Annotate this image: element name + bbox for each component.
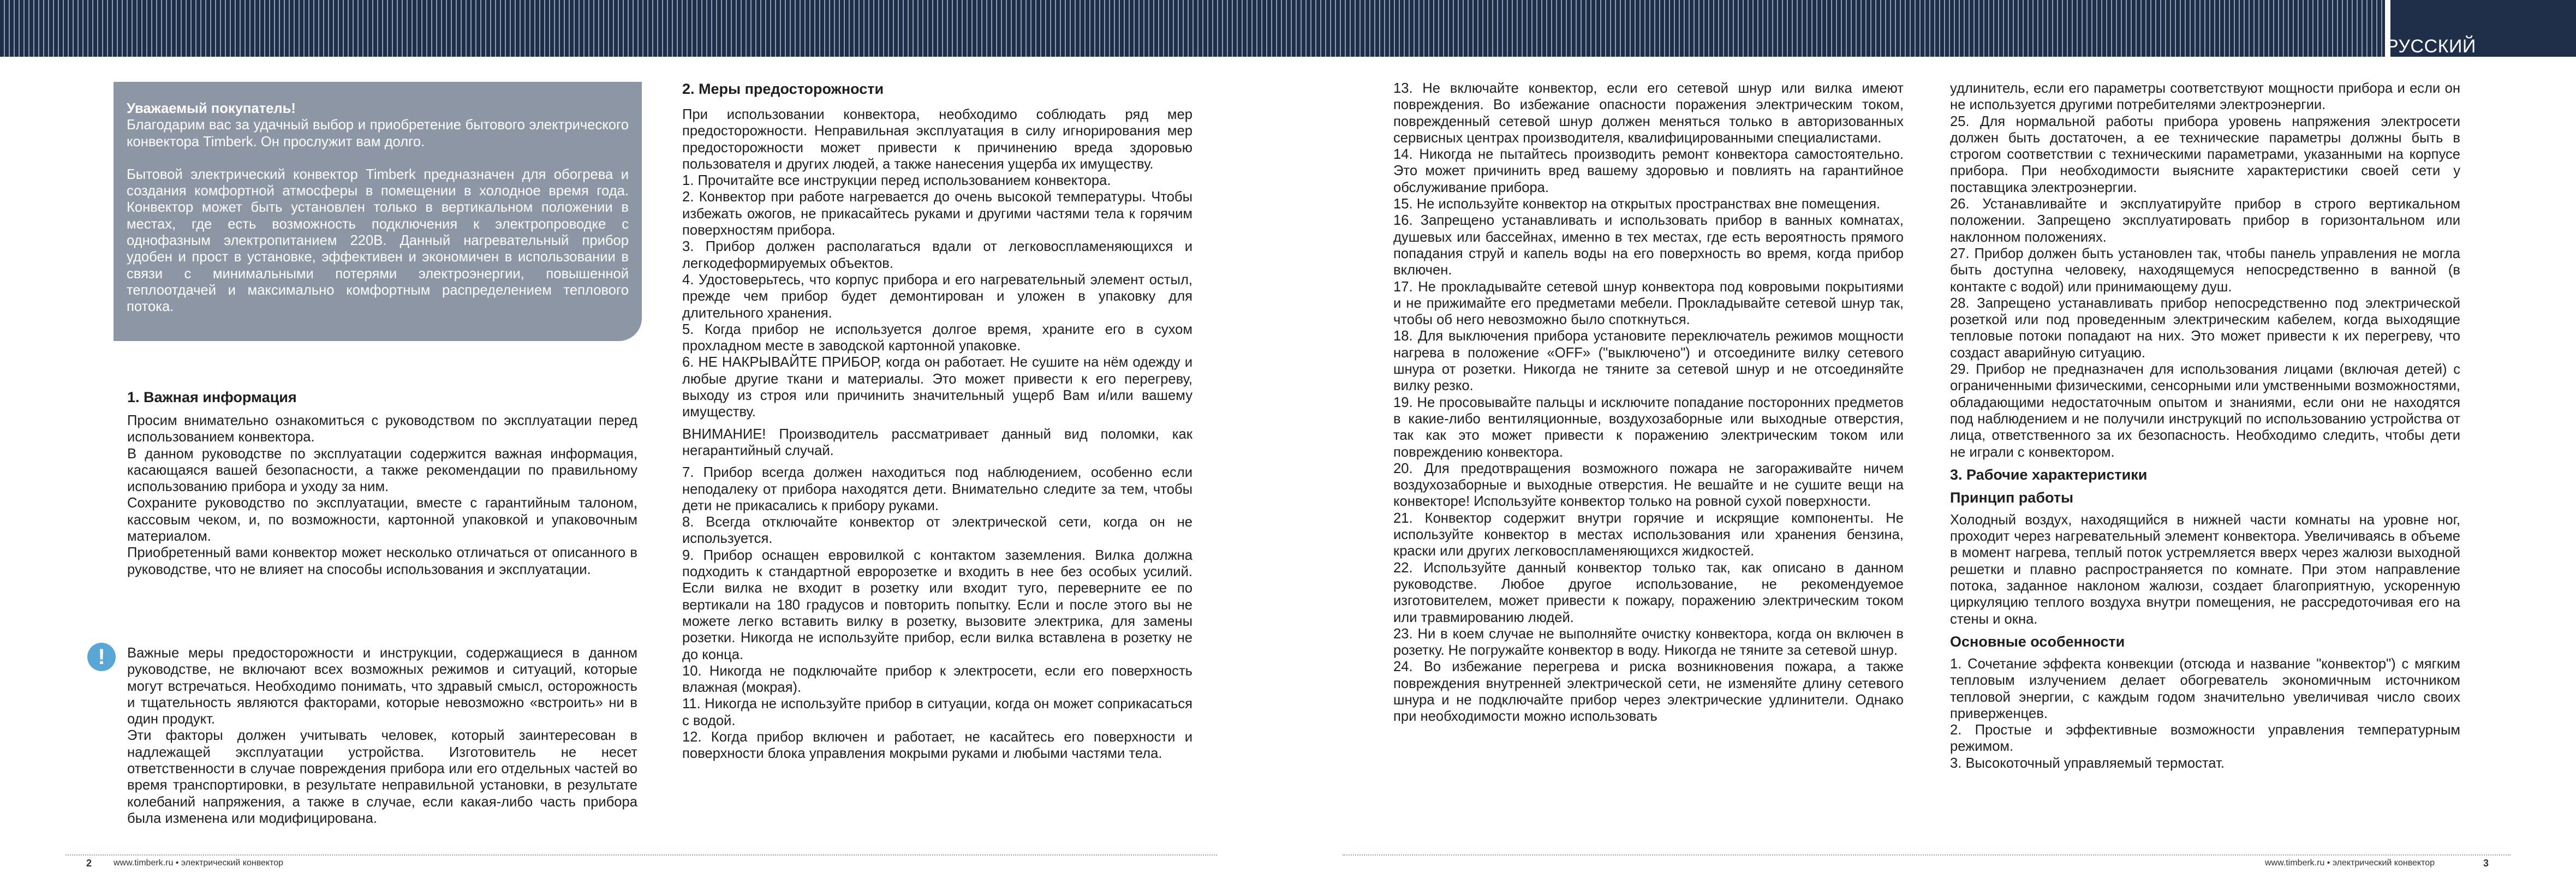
intro-thanks: Благодарим вас за удачный выбор и приобретение бытового электрического конвектора Timberk. Он прослужит вам долго. — [127, 117, 629, 150]
paragraph: Эти факторы должен учитывать человек, который заинтересован в надлежащей эксплуатации устройства. Изготовитель не несет ответственности в случае повреждения прибора или его отдельных частей во время транспортировки, в результате неправильной установки, в результате колебаний напряжения, а также в случае, если какая-либо часть прибора была изменена или модифицирована. — [127, 728, 637, 826]
paragraph: Холодный воздух, находящийся в нижней части комнаты на уровне ног, проходит через нагревательный элемент конвектора. Увеличиваясь в объеме в момент нагрева, теплый поток устремляется вверх через жалюзи выходной решетки и плавно распространяется по комнате. При этом направление потока, заданное наклоном жалюзи, создает благоприятную, ускоренную циркуляцию теплого воздуха внутри помещения, не рассредоточивая его на стены и окна. — [1950, 512, 2460, 627]
list-item: 1. Прочитайте все инструкции перед использованием конвектора. — [682, 173, 1111, 189]
list-item: 6. НЕ НАКРЫВАЙТЕ ПРИБОР, когда он работает. Не сушите на нём одежду и любые другие ткани и материалы. Это может привести к его перегреву, выходу из строя или причинить значительный ущерб Вам и/или вашему имуществу. — [682, 355, 1192, 420]
intro-body: Бытовой электрический конвектор Timberk предназначен для обогрева и создания комфортной атмосферы в помещении в холодное время года. Конвектор может быть установлен только в вертикальном положении в местах, где есть возможность подключения к электропроводке с однофазным электропитанием 220В. Данный нагревательный прибор удобен и прост в установке, эффективен и экономичен в использовании в связи с минимальными потерями электроэнергии, повышенной теплоотдачей и максимально комфортным распределением теплового потока. — [127, 166, 629, 315]
language-label: РУССКИЙ — [2386, 36, 2476, 57]
list-item: 10. Никогда не подключайте прибор к электросети, если его поверхность влажная (мокрая). — [682, 663, 1192, 696]
paragraph: При использовании конвектора, необходимо соблюдать ряд мер предосторожности. Неправильная эксплуатация в силу игнорирования мер предосторожности может привести к причинению вреда здоровью пользователя и других людей, а также нанесения ущерба их имуществу. — [682, 107, 1192, 172]
section-important-info — [127, 388, 637, 578]
list-item: 22. Используйте данный конвектор только так, как описано в данном руководстве. Любое другое использование, не рекомендуемое изготовителем, может привести к пожару, поражению электрическим током или травмированию людей. — [1393, 560, 1904, 625]
list-item: 2. Конвектор при работе нагревается до очень высокой температуры. Чтобы избежать ожогов, не прикасайтесь руками и другими частями тела к горячим поверхностям прибора. — [682, 189, 1192, 238]
list-item: 17. Не прокладывайте сетевой шнур конвектора под ковровыми покрытиями и не прижимайте его предметами мебели. Прокладывайте сетевой шнур так, чтобы об него невозможно было споткнуться. — [1393, 279, 1904, 328]
section-precautions-continued — [1393, 80, 1904, 725]
notice-block — [127, 645, 637, 827]
section-precautions — [682, 80, 1192, 762]
list-item: 23. Ни в коем случае не выполняйте очистку конвектора, когда он включен в розетку. Не погружайте конвектор в воду. Никогда не тяните за сетевой шнур. — [1393, 626, 1904, 659]
subsection-title: Основные особенности — [1950, 633, 2125, 650]
list-item: 8. Всегда отключайте конвектор от электрической сети, когда он не используется. — [682, 515, 1192, 547]
list-item: 15. Не используйте конвектор на открытых пространствах вне помещения. — [1393, 196, 1881, 212]
list-item: 2. Простые и эффективные возможности управления температурным режимом. — [1950, 722, 2460, 755]
warning-note: ВНИМАНИЕ! Производитель рассматривает данный вид поломки, как негарантийный случай. — [682, 426, 1192, 458]
section-characteristics — [1950, 80, 2460, 772]
list-item: 7. Прибор всегда должен находиться под наблюдением, особенно если неподалеку от прибора находятся дети. Внимательно следите за тем, чтобы дети не прикасались к прибору руками. — [682, 465, 1192, 513]
list-item: 25. Для нормальной работы прибора уровень напряжения электросети должен быть достаточен, а ее технические параметры должны быть в строгом соответствии с техническими параметрами, указанными на корпусе прибора. При необходимости выясните характеристики своей сети у поставщика электроэнергии. — [1950, 113, 2460, 195]
paragraph: Приобретенный вами конвектор может несколько отличаться от описанного в руководстве, что не влияет на способы использования и эксплуатации. — [127, 545, 637, 577]
paragraph: Сохраните руководство по эксплуатации, вместе с гарантийным талоном, кассовым чеком, и, по возможности, картонной упаковкой и упаковочным материалом. — [127, 495, 637, 545]
list-item: 19. Не просовывайте пальцы и исключите попадание посторонних предметов в какие-либо вентиляционные, воздухозаборные или выходные отверстия, так как это может привести к поражению электрическим током или повреждению конвектора. — [1393, 394, 1904, 460]
list-item: 9. Прибор оснащен евровилкой с контактом заземления. Вилка должна подходить к стандартной евророзетке и входить в нее без особых усилий. Если вилка не входит в розетку или входит туго, переверните ее по вертикали на 180 градусов и повторить попытку. Если и после этого вы не можете легко вставить вилку в розетку, вызовите электрика, для замены розетки. Никогда не используйте прибор, если вилка вставлена в розетку не до конца. — [682, 547, 1192, 662]
page-number-right: 3 — [2483, 858, 2489, 869]
list-item: 18. Для выключения прибора установите переключатель режимов мощности нагрева в положение «OFF» ("выключено") и отсоедините вилку сетевого шнура от розетки. Никогда не тяните за сетевой шнур и не отсоединяйте вилку резко. — [1393, 328, 1904, 394]
footer-site-left: www.timberk.ru • электрический конвектор — [114, 858, 284, 868]
intro-heading: Уважаемый покупатель! — [127, 101, 296, 116]
section-title: 1. Важная информация — [127, 389, 297, 405]
list-item: 1. Сочетание эффекта конвекции (отсюда и название "конвектор") с мягким тепловым излучением делает обогреватель экономичным источником тепловой энергии, с каждым годом значительно увеличивая число своих приверженцев. — [1950, 656, 2460, 721]
list-item: 21. Конвектор содержит внутри горячие и искрящие компоненты. Не используйте конвектор в местах использования или хранения бензина, краски или других легковоспламеняющихся жидкостей. — [1393, 510, 1904, 559]
footer-divider-right — [1343, 854, 2511, 857]
section-title: 2. Меры предосторожности — [682, 81, 884, 97]
paragraph: удлинитель, если его параметры соответствуют мощности прибора и если он не используется другими потребителями электроэнергии. — [1950, 81, 2460, 113]
list-item: 27. Прибор должен быть установлен так, чтобы панель управления не могла быть доступна человеку, находящемуся непосредственно в ванной (в контакте с водой) или принимающему душ. — [1950, 246, 2460, 295]
paragraph: Просим внимательно ознакомиться с руководством по эксплуатации перед использованием конвектора. — [127, 413, 637, 445]
list-item: 12. Когда прибор включен и работает, не касайтесь его поверхности и поверхности блока управления мокрыми руками и любыми частями тела. — [682, 729, 1192, 762]
list-item: 4. Удостоверьтесь, что корпус прибора и его нагревательный элемент остыл, прежде чем прибор будет демонтирован и уложен в упаковку для длительного хранения. — [682, 272, 1192, 321]
list-item: 3. Высокоточный управляемый термостат. — [1950, 755, 2225, 771]
exclamation-icon: ! — [87, 643, 116, 671]
intro-panel — [114, 82, 642, 341]
section-title: 3. Рабочие характеристики — [1950, 466, 2148, 483]
list-item: 28. Запрещено устанавливать прибор непосредственно под электрической розеткой или под проведенным электрическим кабелем, когда выходящие тепловые потоки попадают на них. Это может привести к их перегреву, что создаст аварийную ситуацию. — [1950, 295, 2460, 361]
list-item: 11. Никогда не используйте прибор в ситуации, когда он может соприкасаться с водой. — [682, 696, 1192, 728]
footer-divider-left — [65, 854, 1217, 857]
paragraph: Важные меры предосторожности и инструкции, содержащиеся в данном руководстве, не включают всех возможных режимов и ситуаций, которые могут встречаться. Необходимо понимать, что здравый смысл, осторожность и тщательность являются факторами, которые невозможно «встроить» ни в один продукт. — [127, 645, 637, 727]
subsection-title: Принцип работы — [1950, 489, 2074, 506]
list-item: 16. Запрещено устанавливать и использовать прибор в ванных комнатах, душевых или бассейнах, именно в тех местах, где есть вероятность прямого попадания струй и капель воды на его поверхность во время, когда прибор включен. — [1393, 213, 1904, 278]
list-item: 26. Устанавливайте и эксплуатируйте прибор в строго вертикальном положении. Запрещено эксплуатировать прибор в горизонтальном или наклонном положениях. — [1950, 196, 2460, 245]
list-item: 24. Во избежание перегрева и риска возникновения пожара, а также повреждения внутренней электрической сети, не изменяйте длину сетевого шнура и не подключайте прибор через электрические удлинители. Однако при необходимости можно использовать — [1393, 659, 1904, 725]
list-item: 20. Для предотвращения возможного пожара не загораживайте ничем воздухозаборные и выходные отверстия. Не вешайте и не сушите вещи на конвекторе! Используйте конвектор только на ровной сухой поверхности. — [1393, 461, 1904, 510]
list-item: 13. Не включайте конвектор, если его сетевой шнур или вилка имеют повреждения. Во избежание опасности поражения электрическим током, поврежденный сетевой шнур должен меняться только в авторизованных сервисных центрах производителя, квалифицированными специалистами. — [1393, 81, 1904, 146]
list-item: 29. Прибор не предназначен для использования лицами (включая детей) с ограниченными физическими, сенсорными или умственными возможностями, обладающими недостаточным опытом и знаниями, если они не находятся под наблюдением и не получили инструкций по использованию устройства от лица, ответственного за их безопасность. Необходимо следить, чтобы дети не играли с конвектором. — [1950, 362, 2460, 460]
paragraph: В данном руководстве по эксплуатации содержится важная информация, касающаяся вашей безопасности, а также рекомендации по правильному использованию прибора и уходу за ним. — [127, 446, 637, 495]
header-decorative-band — [0, 0, 2385, 57]
list-item: 14. Никогда не пытайтесь производить ремонт конвектора самостоятельно. Это может причинить вред вашему здоровью и повлиять на гарантийное обслуживание прибора. — [1393, 147, 1904, 195]
page-number-left: 2 — [86, 858, 92, 869]
list-item: 5. Когда прибор не используется долгое время, храните его в сухом прохладном месте в заводской картонной упаковке. — [682, 321, 1192, 354]
footer-site-right: www.timberk.ru • электрический конвектор — [2265, 858, 2435, 868]
list-item: 3. Прибор должен располагаться вдали от легковоспламеняющихся и легкодеформируемых объектов. — [682, 239, 1192, 271]
